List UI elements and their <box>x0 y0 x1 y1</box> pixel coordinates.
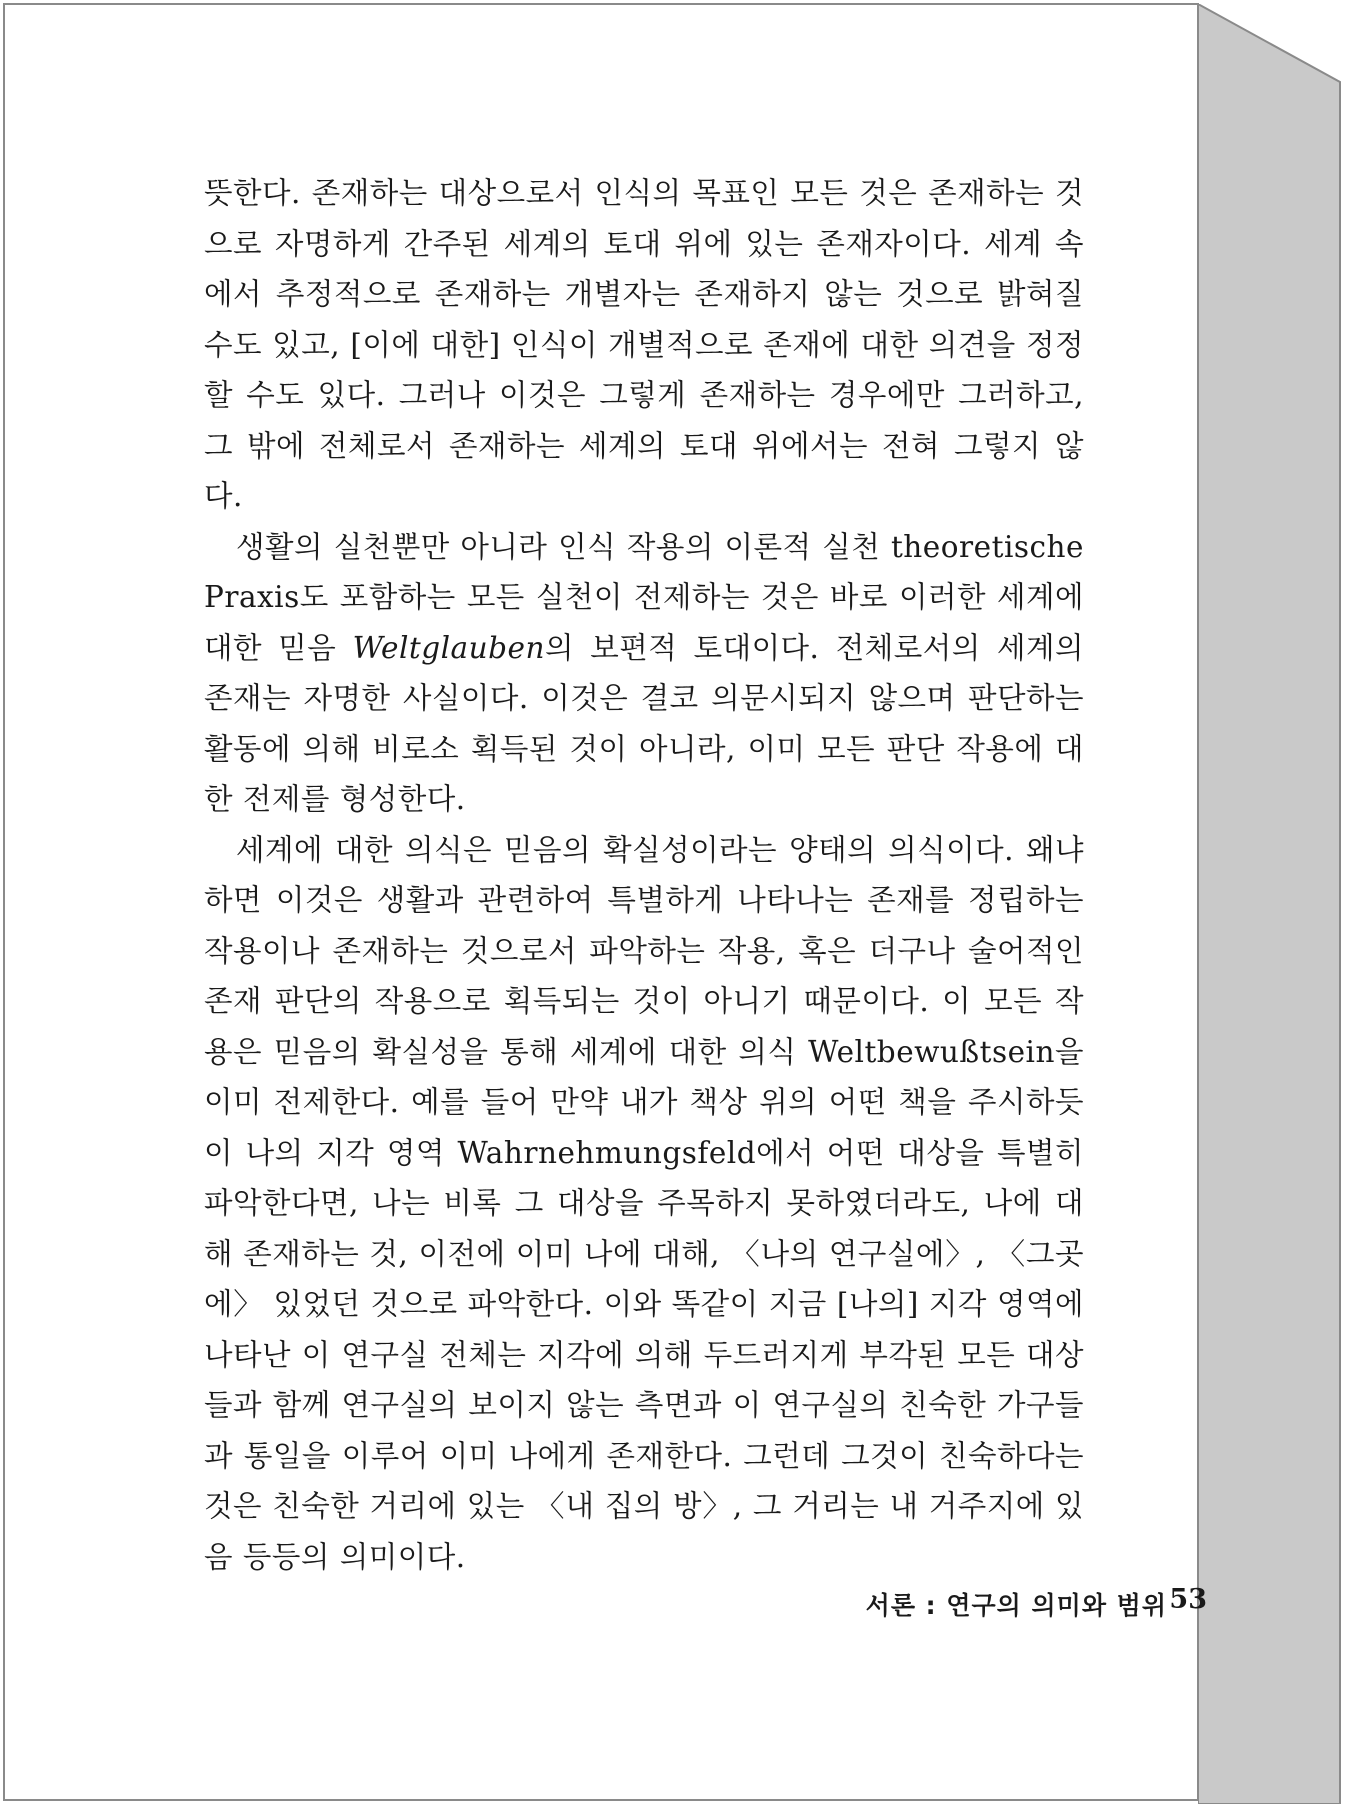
paragraph-continued: 뜻한다. 존재하는 대상으로서 인식의 목표인 모든 것은 존재하는 것으로 자명하게 간주된 세계의 토대 위에 있는 존재자이다. 세계 속에서 추정적으로 존재하는 개별자는 존재하지 않는 것으로 밝혀질 수도 있고, [이에 대한] 인식이 개별적으로 존재에 대한 의견을 정정할 수도 있다. 그러나 이것은 그렇게 존재하는 경우에만 그러하고, 그 밖에 전체로서 존재하는 세계의 토대 위에서는 전혀 그렇지 않다. <box>204 176 1084 513</box>
running-head: 서론 : 연구의 의미와 범위 <box>865 1591 1167 1620</box>
paragraph-praxis <box>204 522 1084 825</box>
paragraph-world-consciousness: 세계에 대한 의식은 믿음의 확실성이라는 양태의 의식이다. 왜냐하면 이것은 생활과 관련하여 특별하게 나타나는 존재를 정립하는 작용이나 존재하는 것으로서 파악하는 작용, 혹은 더구나 술어적인 존재 판단의 작용으로 획득되는 것이 아니기 때문이다. 이 모든 작용은 믿음의 확실성을 통해 세계에 대한 의식 Weltbewußtsein을 이미 전제한다. 예를 들어 만약 내가 책상 위의 어떤 책을 주시하듯이 나의 지각 영역 Wahrnehmungsfeld에서 어떤 대상을 특별히 파악한다면, 나는 비록 그 대상을 주목하지 못하였더라도, 나에 대해 존재하는 것, 이전에 이미 나에 대해, 〈나의 연구실에〉, 〈그곳에〉 있었던 것으로 파악한다. 이와 똑같이 지금 [나의] 지각 영역에 나타난 이 연구실 전체는 지각에 의해 두드러지게 부각된 모든 대상들과 함께 연구실의 보이지 않는 측면과 이 연구실의 친숙한 가구들과 통일을 이루어 이미 나에게 존재한다. 그런데 그것이 친숙하다는 것은 친숙한 거리에 있는 〈내 집의 방〉, 그 거리는 내 거주지에 있음 등등의 의미이다. <box>204 832 1084 1574</box>
page-number: 53 <box>1169 1584 1207 1615</box>
page-footer <box>0 1586 1345 1626</box>
paragraph-praxis-text-b: 의 보편적 토대이다. 전체로서의 세계의 존재는 자명한 사실이다. 이것은 결코 의문시되지 않으며 판단하는 활동에 의해 비로소 획득된 것이 아니라, 이미 모든 판단 작용에 대한 전제를 형성한다. <box>204 630 1084 816</box>
paragraph-praxis-text-a: 생활의 실천뿐만 아니라 인식 작용의 이론적 실천 theoretische Praxis도 포함하는 모든 실천이 전제하는 것은 바로 이러한 세계에 대한 믿음 <box>204 529 1084 665</box>
page-body-text <box>204 168 1084 1582</box>
paragraph-praxis-italic-term: Weltglauben <box>352 630 545 665</box>
book-side-shape <box>1198 4 1345 1804</box>
